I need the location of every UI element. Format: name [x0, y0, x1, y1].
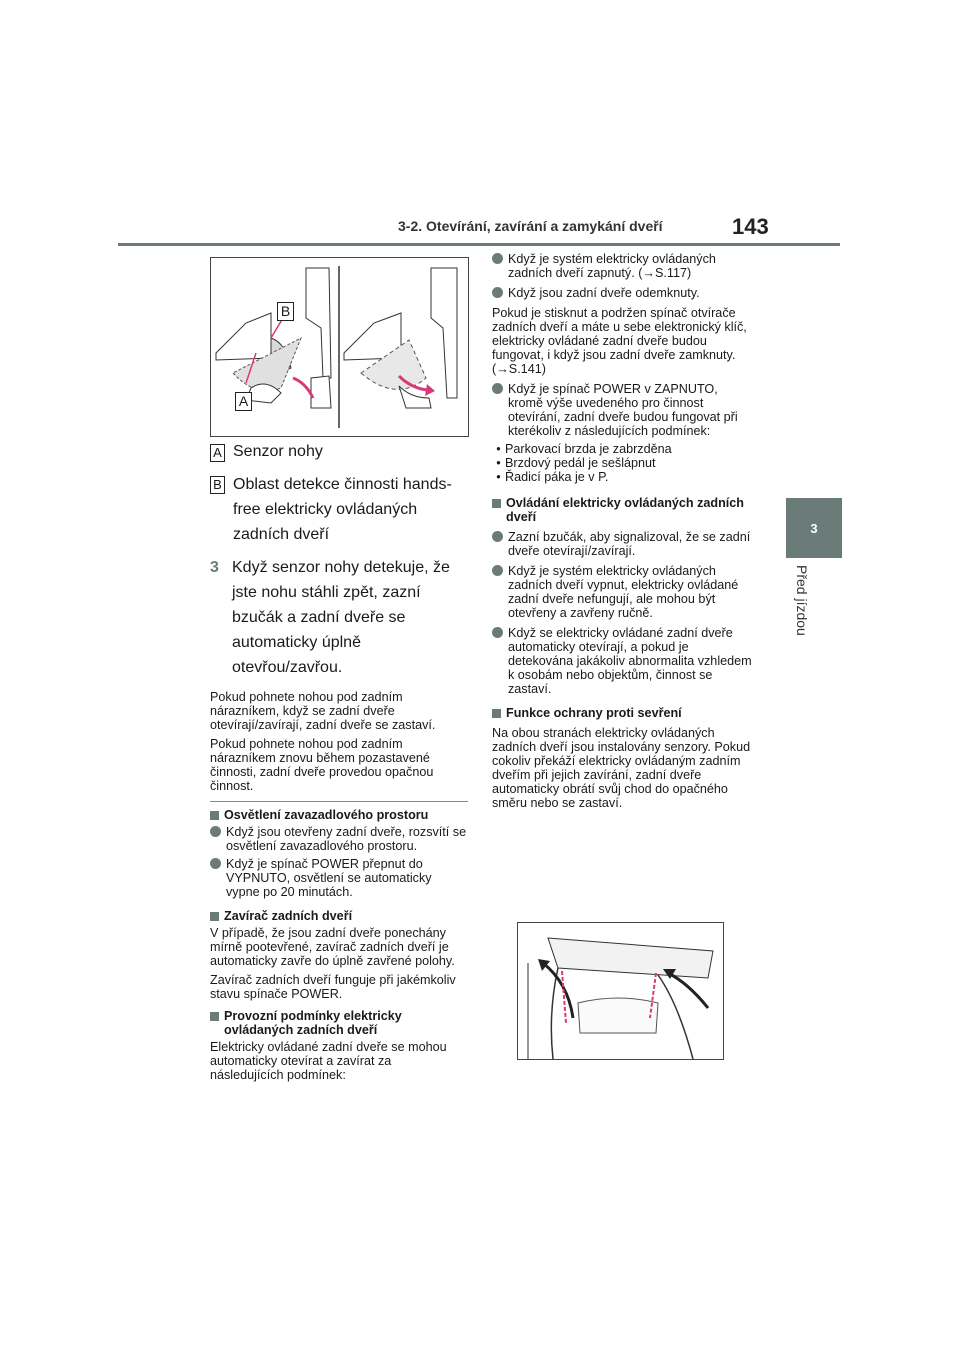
legend-b-label: B — [210, 476, 225, 494]
heading-lighting-text: Osvětlení zavazadlového prostoru — [224, 808, 429, 822]
sub-item: • Parkovací brzda je zabrzděna — [496, 442, 672, 456]
legend-b-text: Oblast detekce činnosti hands-free elektricky ovládaných zadních dveří — [233, 476, 452, 543]
bullet-dot-icon — [492, 287, 503, 298]
legend-a-text: Senzor nohy — [233, 443, 323, 460]
bullet-item — [210, 825, 468, 853]
heading-pinch-protection-text: Funkce ochrany proti sevření — [506, 706, 682, 720]
legend-b — [210, 472, 468, 547]
heading-closer — [210, 909, 468, 923]
bullet-text: Když jsou zadní dveře odemknuty. — [508, 286, 700, 300]
bullet-item — [492, 286, 752, 300]
bullet-dot-icon — [492, 383, 503, 394]
chapter-title: Před jízdou — [794, 565, 810, 636]
bullet-item — [492, 382, 752, 438]
bullet-dot-icon — [492, 531, 503, 542]
step-3-text: Když senzor nohy detekuje, že jste nohu stáhli zpět, zazní bzučák a zadní dveře se automaticky úplně otevřou/zavřou. — [232, 559, 450, 676]
right-paragraph-1: Pokud je stisknut a podržen spínač otvírače zadních dveří a máte u sebe elektronický klíč, elektricky ovládané zadní dveře budou fungovat, i když jsou zadní dveře zamknuty. (→S.141) — [492, 306, 747, 376]
bullet-dot-icon — [492, 627, 503, 638]
bullet-dot-icon — [492, 565, 503, 576]
heading-conditions-text: Provozní podmínky elektricky ovládaných zadních dveří — [224, 1009, 402, 1037]
bullet-item — [492, 252, 752, 280]
sub-item-text: Brzdový pedál je sešlápnut — [505, 456, 656, 470]
square-icon — [492, 709, 501, 718]
bullet-item — [210, 857, 468, 899]
legend-a-label: A — [210, 444, 225, 462]
heading-closer-text: Zavírač zadních dveří — [224, 909, 353, 923]
bullet-text: Když jsou otevřeny zadní dveře, rozsvítí se osvětlení zavazadlového prostoru. — [226, 825, 467, 853]
bullet-dot-icon — [210, 858, 221, 869]
closer-paragraph-2: Zavírač zadních dveří funguje při jakémkoliv stavu spínače POWER. — [210, 973, 456, 1001]
bullet-dot-icon — [210, 826, 221, 837]
bullet-dot-icon — [492, 253, 503, 264]
bullet-text: Když je systém elektricky ovládaných zadních dveří zapnutý. (→S.117) — [508, 252, 716, 280]
sub-item: • Řadicí páka je v P. — [496, 470, 609, 484]
square-icon — [210, 1012, 219, 1021]
pinch-sensor-illustration — [518, 923, 723, 1059]
closer-paragraph-1: V případě, že jsou zadní dveře ponechány mírně pootevřené, zavírač zadních dveří je automaticky zavře do úplně zavřené polohy. — [210, 926, 455, 968]
bullet-item — [492, 626, 752, 696]
square-icon — [492, 499, 501, 508]
left-paragraph-2: Pokud pohnete nohou pod zadním nárazníkem znovu během pozastavené činnosti, zadní dveře provedou opačnou činnost. — [210, 737, 434, 793]
bullet-item — [492, 564, 752, 620]
left-column — [210, 440, 468, 1087]
pinch-sensor-figure — [517, 922, 724, 1060]
section-title: 3-2. Otevírání, zavírání a zamykání dveří — [398, 218, 663, 234]
step-3-number: 3 — [210, 559, 219, 576]
left-paragraph-1: Pokud pohnete nohou pod zadním nárazníkem, když se zadní dveře otevírají/zavírají, zadní dveře se zastaví. — [210, 690, 436, 732]
heading-operation-text: Ovládání elektricky ovládaných zadních dveří — [506, 496, 744, 524]
bullet-text: Když je spínač POWER přepnut do VYPNUTO, osvětlení se automaticky vypne po 20 minutách. — [226, 857, 432, 899]
label-b-box: B — [277, 302, 294, 321]
label-a-box: A — [235, 392, 252, 411]
page-number: 143 — [732, 214, 769, 239]
section-divider — [210, 801, 468, 802]
heading-operation — [492, 496, 752, 524]
square-icon — [210, 811, 219, 820]
heading-pinch-protection — [492, 706, 752, 720]
conditions-paragraph: Elektricky ovládané zadní dveře se mohou automaticky otevírat a zavírat za následujících podmínek: — [210, 1040, 447, 1082]
square-icon — [210, 912, 219, 921]
bullet-text: Když je spínač POWER v ZAPNUTO, kromě výše uvedeného pro činnost otevírání, zadní dveře budou fungovat při kterékoliv z následujících podmínek: — [508, 382, 738, 438]
bullet-item — [492, 530, 752, 558]
sub-item-text: Řadicí páka je v P. — [505, 470, 609, 484]
step-3 — [210, 555, 468, 680]
sub-item-text: Parkovací brzda je zabrzděna — [505, 442, 672, 456]
bullet-text: Zazní bzučák, aby signalizoval, že se zadní dveře otevírají/zavírají. — [508, 530, 751, 558]
heading-lighting — [210, 808, 468, 822]
header-rule — [118, 243, 840, 246]
chapter-tab: 3 — [786, 498, 842, 558]
pinch-paragraph: Na obou stranách elektricky ovládaných zadních dveří jsou instalovány senzory. Pokud cokoliv překáží elektricky ovládaným zadním dveřím při jejich zavírání, zadní dveře automaticky obrátí svůj chod do opačného směru nebo se zastaví. — [492, 726, 751, 810]
bullet-text: Když je systém elektricky ovládaných zadních dveří vypnut, elektricky ovládané zadní dveře nefungují, ale mohou být otevřeny a zavřeny ručně. — [508, 564, 739, 620]
bullet-text: Když se elektricky ovládané zadní dveře automaticky otevírají, a pokud je detekována jakákoliv abnormalita vzhledem k osobám nebo objektům, činnost se zastaví. — [508, 626, 752, 696]
heading-conditions — [210, 1009, 468, 1037]
legend-a — [210, 440, 468, 464]
foot-sensor-figure — [210, 257, 469, 437]
sub-item: • Brzdový pedál je sešlápnut — [496, 456, 656, 470]
right-column — [492, 252, 752, 815]
